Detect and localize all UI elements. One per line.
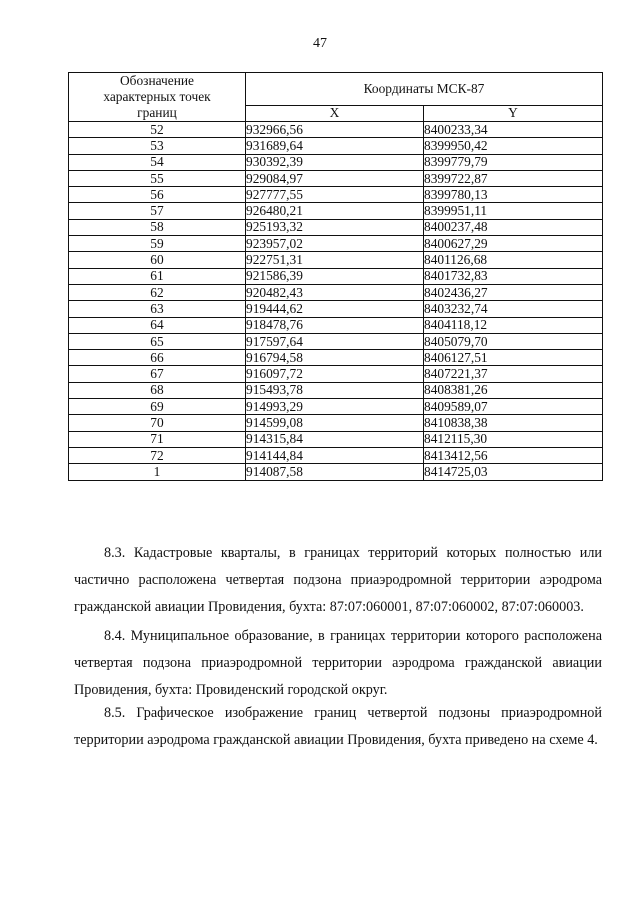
- header-designation-line: характерных точек: [103, 89, 211, 104]
- x-cell: 921586,39: [246, 268, 424, 284]
- x-cell: 914993,29: [246, 399, 424, 415]
- y-cell: 8412115,30: [424, 431, 603, 447]
- point-cell: 72: [69, 447, 246, 463]
- point-cell: 1: [69, 464, 246, 480]
- table-row: [69, 219, 603, 235]
- x-cell: 927777,55: [246, 187, 424, 203]
- point-cell: 69: [69, 399, 246, 415]
- table-row: [69, 447, 603, 463]
- point-cell: 53: [69, 138, 246, 154]
- table-row: [69, 333, 603, 349]
- x-cell: 914087,58: [246, 464, 424, 480]
- table-row: [69, 122, 603, 138]
- x-cell: 914144,84: [246, 447, 424, 463]
- point-cell: 60: [69, 252, 246, 268]
- table-row: [69, 415, 603, 431]
- table-row: [69, 236, 603, 252]
- x-cell: 918478,76: [246, 317, 424, 333]
- paragraph-8-4: [74, 623, 602, 704]
- x-cell: 916794,58: [246, 350, 424, 366]
- point-cell: 52: [69, 122, 246, 138]
- y-cell: 8400233,34: [424, 122, 603, 138]
- y-cell: 8413412,56: [424, 447, 603, 463]
- table-row: [69, 464, 603, 480]
- point-cell: 58: [69, 219, 246, 235]
- y-cell: 8401126,68: [424, 252, 603, 268]
- x-cell: 926480,21: [246, 203, 424, 219]
- y-cell: 8400627,29: [424, 236, 603, 252]
- x-cell: 914599,08: [246, 415, 424, 431]
- table-row: [69, 399, 603, 415]
- x-cell: 923957,02: [246, 236, 424, 252]
- paragraph-text: 8.4. Муниципальное образование, в границах территории которого расположена четвертая подзона приаэродромной территории аэродрома гражданской авиации Провидения, бухта: Провиденский городской округ.: [74, 628, 602, 698]
- x-cell: 916097,72: [246, 366, 424, 382]
- y-cell: 8400237,48: [424, 219, 603, 235]
- x-cell: 932966,56: [246, 122, 424, 138]
- y-cell: 8399780,13: [424, 187, 603, 203]
- y-cell: 8408381,26: [424, 382, 603, 398]
- x-cell: 919444,62: [246, 301, 424, 317]
- y-cell: 8409589,07: [424, 399, 603, 415]
- table-row: [69, 366, 603, 382]
- table-row: [69, 187, 603, 203]
- header-designation: [69, 73, 246, 122]
- header-x: X: [246, 105, 424, 121]
- point-cell: 71: [69, 431, 246, 447]
- table-row: [69, 301, 603, 317]
- paragraph-text: 8.5. Графическое изображение границ четвертой подзоны приаэродромной территории аэродрома гражданской авиации Провидения, бухта приведено на схеме 4.: [74, 705, 602, 748]
- paragraph-8-3: [74, 540, 602, 621]
- table-row: [69, 317, 603, 333]
- y-cell: 8407221,37: [424, 366, 603, 382]
- table-row: [69, 268, 603, 284]
- point-cell: 63: [69, 301, 246, 317]
- header-designation-line: Обозначение: [120, 73, 194, 88]
- y-cell: 8403232,74: [424, 301, 603, 317]
- y-cell: 8404118,12: [424, 317, 603, 333]
- x-cell: 915493,78: [246, 382, 424, 398]
- point-cell: 59: [69, 236, 246, 252]
- table-row: [69, 138, 603, 154]
- y-cell: 8414725,03: [424, 464, 603, 480]
- y-cell: 8402436,27: [424, 284, 603, 300]
- y-cell: 8399779,79: [424, 154, 603, 170]
- y-cell: 8401732,83: [424, 268, 603, 284]
- table-row: [69, 350, 603, 366]
- point-cell: 67: [69, 366, 246, 382]
- y-cell: 8406127,51: [424, 350, 603, 366]
- point-cell: 66: [69, 350, 246, 366]
- point-cell: 61: [69, 268, 246, 284]
- x-cell: 931689,64: [246, 138, 424, 154]
- x-cell: 922751,31: [246, 252, 424, 268]
- point-cell: 55: [69, 170, 246, 186]
- point-cell: 68: [69, 382, 246, 398]
- table-row: [69, 431, 603, 447]
- y-cell: 8410838,38: [424, 415, 603, 431]
- y-cell: 8399951,11: [424, 203, 603, 219]
- page-number: 47: [313, 36, 327, 51]
- point-cell: 62: [69, 284, 246, 300]
- x-cell: 925193,32: [246, 219, 424, 235]
- point-cell: 56: [69, 187, 246, 203]
- table-row: [69, 382, 603, 398]
- table-row: [69, 170, 603, 186]
- coordinates-table: [68, 72, 603, 481]
- x-cell: 930392,39: [246, 154, 424, 170]
- header-y: Y: [424, 105, 603, 121]
- table-row: [69, 154, 603, 170]
- paragraph-text: 8.3. Кадастровые кварталы, в границах территорий которых полностью или частично расположена четвертая подзона приаэродромной территории аэродрома гражданской авиации Провидения, бухта: 87:07:060001, 87:07:060002, 87:07:060003.: [74, 545, 602, 615]
- x-cell: 929084,97: [246, 170, 424, 186]
- paragraph-8-5: [74, 700, 602, 754]
- point-cell: 57: [69, 203, 246, 219]
- header-coordinates: Координаты МСК-87: [246, 73, 603, 106]
- point-cell: 65: [69, 333, 246, 349]
- point-cell: 70: [69, 415, 246, 431]
- y-cell: 8399950,42: [424, 138, 603, 154]
- y-cell: 8405079,70: [424, 333, 603, 349]
- header-designation-line: границ: [137, 105, 177, 120]
- x-cell: 914315,84: [246, 431, 424, 447]
- table-row: [69, 252, 603, 268]
- y-cell: 8399722,87: [424, 170, 603, 186]
- table-row: [69, 203, 603, 219]
- point-cell: 54: [69, 154, 246, 170]
- point-cell: 64: [69, 317, 246, 333]
- x-cell: 920482,43: [246, 284, 424, 300]
- x-cell: 917597,64: [246, 333, 424, 349]
- table-row: [69, 284, 603, 300]
